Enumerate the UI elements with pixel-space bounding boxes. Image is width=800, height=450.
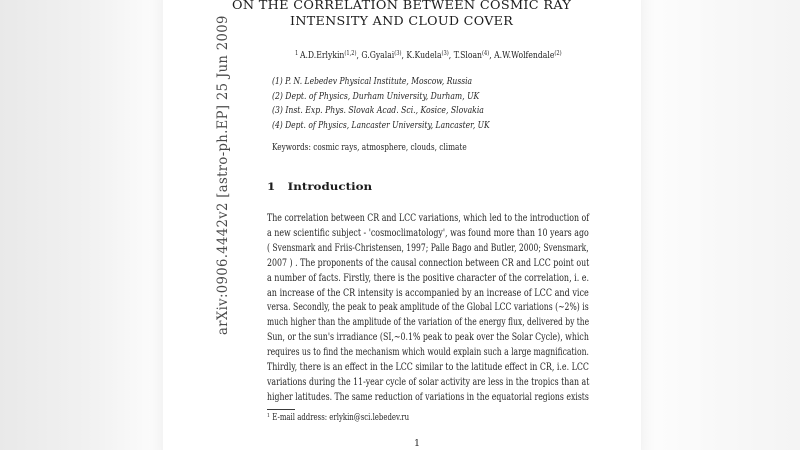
section-heading-introduction: [267, 181, 373, 193]
body-line: [267, 257, 676, 270]
body-line-text: ( Svensmark and Friis-Christensen, 1997; Palle Bago and Butler, 2000; Svensmark,: [267, 242, 589, 254]
body-line: [267, 242, 689, 255]
body-line: [267, 287, 666, 300]
footnote-mark: 1: [267, 413, 270, 419]
affiliation-1: [272, 76, 517, 88]
affiliation-4: [272, 120, 540, 132]
keywords-text: Keywords: cosmic rays, atmosphere, clouds, climate: [272, 141, 467, 153]
author-list-text: [295, 46, 562, 64]
body-line: [267, 301, 685, 314]
body-line-text: an increase of the CR intensity is accompanied by an increase of LCC and vice: [267, 287, 589, 299]
paper-title-line2: INTENSITY AND CLOUD COVER: [290, 14, 514, 28]
page-number: 1: [414, 438, 421, 449]
body-line-text: higher latitudes. The same reduction of variations in the equatorial regions exists: [267, 391, 589, 403]
affiliation-3-text: (3) Inst. Exp. Phys. Slovak Acad. Sci., Kosice, Slovakia: [272, 105, 484, 116]
body-line-text: 2007 ) . The proponents of the causal connection between CR and LCC point out: [267, 257, 590, 269]
footnote-text: E-mail address: erlykin@sci.lebedev.ru: [272, 412, 410, 423]
body-line-text: much higher than the amplitude of the variation of the energy flux, delivered by the: [267, 317, 590, 329]
body-line: [267, 346, 689, 359]
body-line-text: The correlation between CR and LCC variations, which led to the introduction of: [267, 213, 590, 224]
section-number: 1: [267, 181, 276, 193]
body-line-text: a number of facts. Firstly, there is the positive character of the correlation, i. e.: [267, 272, 590, 284]
affiliation-4-text: (4) Dept. of Physics, Lancaster University, Lancaster, UK: [272, 119, 490, 131]
footnote-rule: [267, 409, 295, 410]
body-line: [267, 361, 675, 374]
keywords-line: [272, 142, 519, 153]
footnote-email-text: [267, 413, 409, 423]
author-list: [267, 46, 589, 64]
body-line: [267, 331, 678, 344]
body-line-text: versa. Secondly, the peak to peak amplitude of the Global LCC variations (∼2%) is: [267, 302, 589, 314]
author-names: A.D.Erlykin$^{(1,2)}$, G.Gyalai$^{(3)}$, K.Kudela$^{(3)}$, T.Sloan$^{(4)}$, A.W.Wolfendale$^{(2)}$: [299, 50, 562, 61]
body-line-text: requires us to find the mechanism which would explain such a large magnification.: [267, 347, 589, 359]
footnote-email: [267, 413, 447, 423]
section-title: Introduction: [287, 181, 373, 193]
body-line: [267, 212, 677, 225]
arxiv-stamp-text: arXiv:0906.4442v2 [astro-ph.EP] 25 Jun 2009: [215, 15, 231, 335]
body-line: [267, 316, 693, 329]
affiliation-2: [272, 91, 523, 103]
body-line-text: a new scientific subject - 'cosmoclimatology', was found more than 10 years ago: [267, 227, 589, 239]
body-line: [267, 272, 670, 285]
affiliation-2-text: (2) Dept. of Physics, Durham University, Durham, UK: [272, 90, 480, 102]
body-line: [267, 391, 682, 404]
affiliation-1-text: (1) P. N. Lebedev Physical Institute, Moscow, Russia: [272, 76, 473, 87]
paper-title: [163, 0, 641, 29]
author-footnote-mark: 1: [294, 50, 298, 57]
paper-title-line1: ON THE CORRELATION BETWEEN COSMIC RAY: [232, 0, 572, 12]
body-line-text: Sun, or the sun's irradiance (SI,∼0.1% peak to peak over the Solar Cycle), which: [267, 332, 589, 344]
body-line: [267, 376, 678, 389]
section-heading-text: [267, 181, 372, 193]
affiliation-3: [272, 105, 528, 117]
body-line-text: Thirdly, there is an effect in the LCC similar to the latitude effect in CR, i.e. LCC: [267, 362, 589, 373]
body-line: [267, 227, 674, 240]
body-line-text: variations during the 11-year cycle of solar activity are less in the tropics than at: [267, 376, 590, 388]
